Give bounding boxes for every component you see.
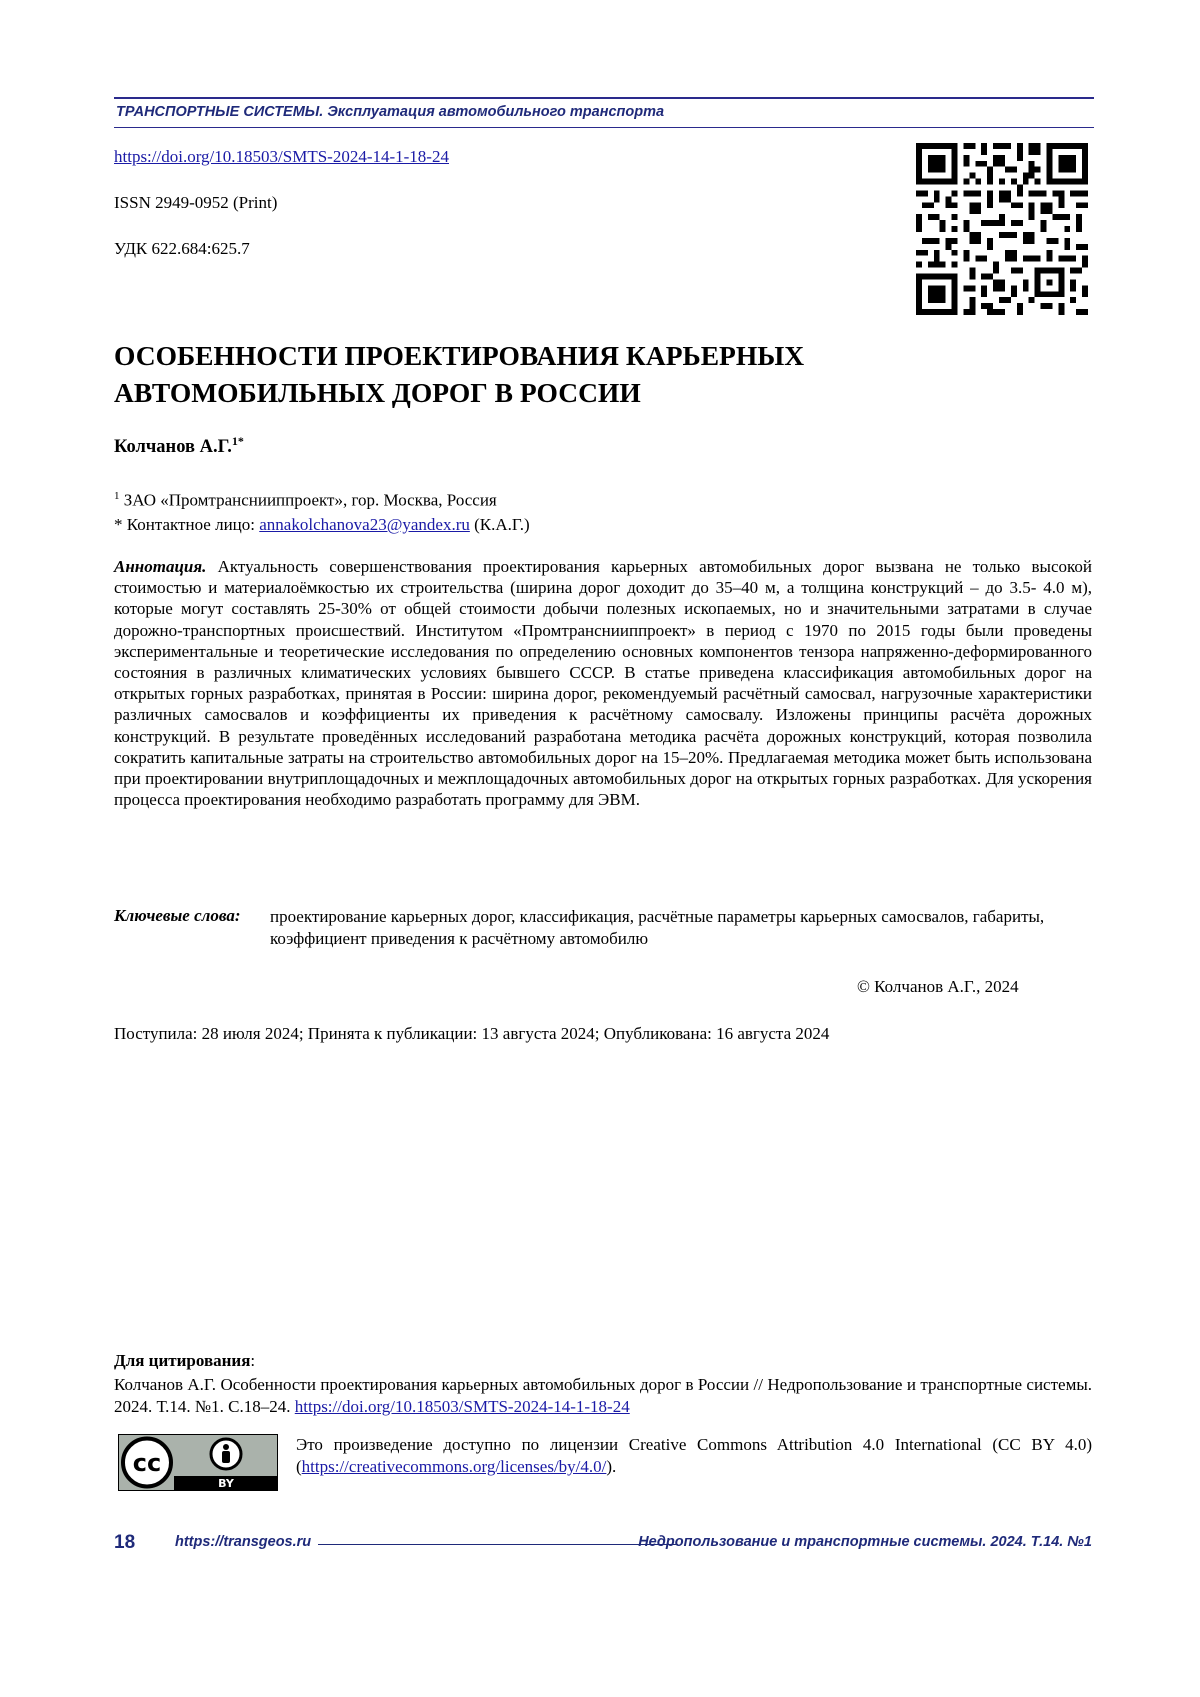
author [114,434,244,458]
citation-doi-link[interactable]: https://doi.org/10.18503/SMTS-2024-14-1-18-24 [295,1397,630,1416]
keywords-text: проектирование карьерных дорог, классификация, расчётные параметры карьерных самосвалов, габариты, коэффициент приведения к расчётному автомобилю [270,906,1092,949]
abstract-label: Аннотация. [114,557,206,576]
footer-rule [318,1544,678,1545]
journal-section: ТРАНСПОРТНЫЕ СИСТЕМЫ. Эксплуатация автомобильного транспорта [116,104,664,120]
license-text-after: ). [606,1457,616,1476]
doi-link[interactable]: https://doi.org/10.18503/SMTS-2024-14-1-18-24 [114,147,449,167]
author-sup: 1* [232,434,244,448]
affiliation-block [114,484,530,537]
author-name: Колчанов А.Г. [114,437,232,457]
license-url-link[interactable]: https://creativecommons.org/licenses/by/4.0/ [302,1457,607,1476]
license-text [296,1434,1092,1478]
footer-journal: Недропользование и транспортные системы. 2024. Т.14. №1 [638,1534,1092,1550]
copyright: © Колчанов А.Г., 2024 [857,977,1019,997]
page-footer [114,1532,1092,1556]
cc-badge-text: cc [133,1449,161,1477]
contact-initials: (К.А.Г.) [474,515,530,534]
affiliation-line [114,484,530,513]
citation-label-text: Для цитирования [114,1351,250,1370]
citation-colon: : [250,1351,255,1370]
article-title [114,337,1014,411]
abstract [114,556,1092,810]
issn: ISSN 2949-0952 (Print) [114,193,277,213]
contact-email-link[interactable]: annakolchanova23@yandex.ru [259,515,470,534]
citation-text: Колчанов А.Г. Особенности проектирования карьерных автомобильных дорог в России // Недропользование и транспортные системы. 2024. Т.14. №1. С.18–24. [114,1375,1092,1416]
udk: УДК 622.684:625.7 [114,239,250,259]
header-rule-bottom [114,127,1094,128]
keywords-label: Ключевые слова: [114,906,241,926]
affiliation: ЗАО «Промтранснииппроект», гор. Москва, Россия [124,491,497,510]
title-line-2: АВТОМОБИЛЬНЫХ ДОРОГ В РОССИИ [114,374,1014,411]
cc-by-license-badge[interactable] [118,1434,278,1491]
license-text-before: Это произведение доступно по лицензии Creative Commons Attribution 4.0 International (CC BY 4.0) ( [296,1435,1092,1476]
affiliation-sup: 1 [114,490,120,502]
by-badge-text: BY [218,1477,235,1490]
page-number: 18 [114,1532,135,1554]
citation [114,1374,1092,1418]
qr-code-icon [916,143,1088,315]
publication-dates: Поступила: 28 июля 2024; Принята к публикации: 13 августа 2024; Опубликована: 16 августа 2024 [114,1024,829,1044]
contact-line [114,513,530,537]
citation-label [114,1351,255,1371]
contact-label: * Контактное лицо: [114,515,255,534]
title-line-1: ОСОБЕННОСТИ ПРОЕКТИРОВАНИЯ КАРЬЕРНЫХ [114,337,1014,374]
abstract-text: Актуальность совершенствования проектирования карьерных автомобильных дорог вызвана не только высокой стоимостью и материалоёмкостью их строительства (ширина дорог доходит до 35–40 м, а толщина конструкций – до 3.5- 4.0 м), которые могут составлять 25-30% от общей стоимости добычи полезных ископаемых, но и значительными затратами в случае дорожно-транспортных происшествий. Институтом «Промтранснииппроект» в период с 1970 по 2015 годы были проведены экспериментальные и теоретические исследования по определению основных компонентов тензора напряженно-деформированного состояния в различных климатических условиях бывшего СССР. В статье приведена классификация автомобильных дорог на открытых горных разработках, принятая в России: ширина дорог, рекомендуемый расчётный самосвал, нагрузочные характеристики различных самосвалов и коэффициенты их приведения к расчётному самосвалу. Изложены принципы расчёта дорожных конструкций. В результате проведённых исследований разработана методика расчёта дорожных конструкций, которая позволила сократить капитальные затраты на строительство автомобильных дорог на 15–20%. Предлагаемая методика может быть использована при проектировании внутриплощадочных и межплощадочных автомобильных дорог на открытых горных разработках. Для ускорения процесса проектирования необходимо разработать программу для ЭВМ. [114,557,1092,809]
footer-site-link[interactable]: https://transgeos.ru [175,1534,311,1550]
header-rule-top [114,97,1094,99]
